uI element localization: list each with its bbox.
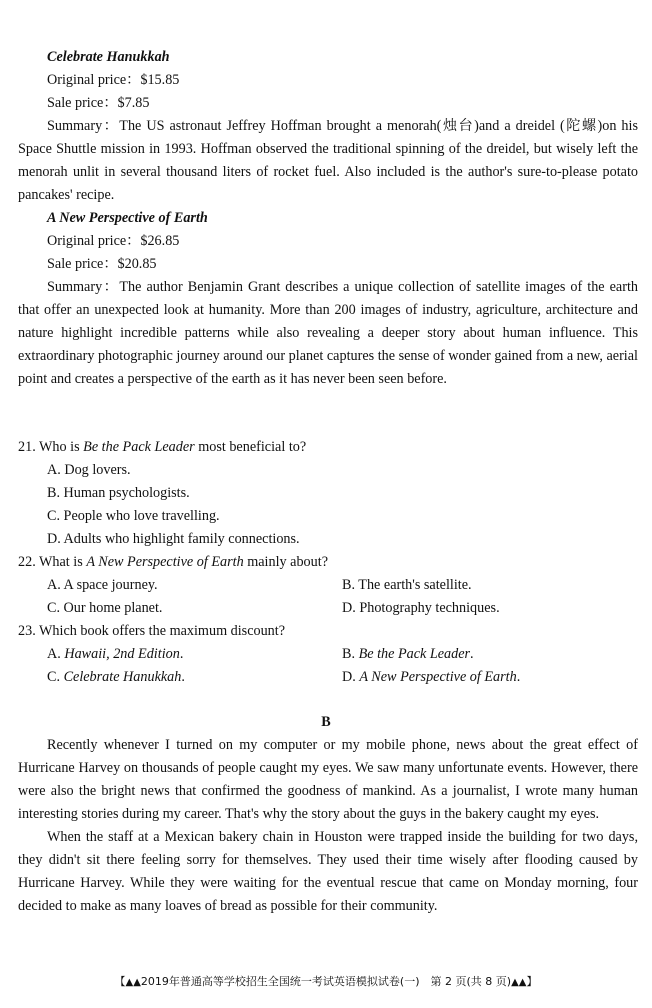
footer-bracket: 】 xyxy=(526,975,538,988)
section-heading: B xyxy=(321,714,331,730)
option-d: D. Adults who highlight family connections. xyxy=(47,531,300,547)
triangle-icon: ▲▲ xyxy=(125,977,141,988)
option-c: C. People who love travelling. xyxy=(47,508,220,524)
question-22 xyxy=(18,551,638,620)
reading-passage-b xyxy=(18,734,638,918)
option-row xyxy=(18,574,638,597)
book-title: Celebrate Hanukkah xyxy=(47,49,170,65)
sale-price: Sale price：$7.85 xyxy=(47,95,150,111)
option-b: B. Be the Pack Leader. xyxy=(342,646,474,662)
question-stem: 23. Which book offers the maximum discount? xyxy=(18,623,286,639)
book-summary: Summary：The author Benjamin Grant describes a unique collection of satellite images of the earth that offer an unexpected look at humanity. More than 200 images of industry, agriculture, architecture and nature highlight incredible patterns while also revealing a deeper story about human influence. This extraordinary photographic journey around our planet captures the sense of wonder gained from a new, aerial point and creates a perspective of the earth as it has never been seen before. xyxy=(18,279,638,387)
book-entry-perspective xyxy=(18,207,638,391)
option-c: C. Our home planet. xyxy=(47,600,163,616)
option-c: C. Celebrate Hanukkah. xyxy=(47,669,185,685)
question-21 xyxy=(18,436,638,551)
original-price: Original price：$26.85 xyxy=(47,233,180,249)
book-title: A New Perspective of Earth xyxy=(47,210,208,226)
sale-price: Sale price：$20.85 xyxy=(47,256,157,272)
option-b: B. The earth's satellite. xyxy=(342,577,472,593)
stem-text: mainly about? xyxy=(243,554,328,570)
book-summary: Summary：The US astronaut Jeffrey Hoffman brought a menorah(烛台)and a dreidel (陀螺)on his Space Shuttle mission in 1993. Hoffman observed the traditional spinning of the dreidel, but wisely left the menorah unlit in several thousand liters of rocket fuel. Also included is the author's sure-to-please potato pancakes' recipe. xyxy=(18,118,638,203)
option-d: D. A New Perspective of Earth. xyxy=(342,669,521,685)
triangle-icon: ▲▲ xyxy=(511,977,527,988)
stem-text: 22. What is xyxy=(18,554,87,570)
option-d: D. Photography techniques. xyxy=(342,600,500,616)
book-entry-hanukkah xyxy=(18,46,638,207)
stem-text: 21. Who is xyxy=(18,439,84,455)
stem-book-title: Be the Pack Leader xyxy=(83,439,195,455)
option-a: A. Dog lovers. xyxy=(47,462,131,478)
question-23 xyxy=(18,620,638,689)
option-a: A. Hawaii, 2nd Edition. xyxy=(47,646,184,662)
question-stem xyxy=(18,436,638,459)
stem-text: most beneficial to? xyxy=(194,439,307,455)
original-price: Original price：$15.85 xyxy=(47,72,180,88)
passage-paragraph: Recently whenever I turned on my computer or my mobile phone, news about the great effect of Hurricane Harvey on thousands of people caught my eyes. We saw many unfortunate events. However, there were also the bright news that confirmed the goodness of mankind. As a journalist, I wrote many human interesting stories during my career. That's why the story about the guys in the bakery caught my eyes. xyxy=(18,737,638,822)
option-b: B. Human psychologists. xyxy=(47,485,190,501)
footer-text: 2019年普通高等学校招生全国统一考试英语模拟试卷(一) 第 2 页(共 8 页) xyxy=(140,975,512,988)
passage-paragraph: When the staff at a Mexican bakery chain in Houston were trapped inside the building for two days, they didn't sit there feeling sorry for themselves. They used their time wisely after flooding caused by Hurricane Harvey. While they were waiting for the eventual rescue that came on Monday morning, four decided to make as many loaves of bread as possible for their community. xyxy=(18,829,638,914)
option-row xyxy=(18,643,638,666)
footer-bracket: 【 xyxy=(114,975,126,988)
question-stem xyxy=(18,551,638,574)
page-footer xyxy=(0,974,652,991)
option-row xyxy=(18,597,638,620)
option-a: A. A space journey. xyxy=(47,577,158,593)
stem-book-title: A New Perspective of Earth xyxy=(86,554,244,570)
option-row xyxy=(18,666,638,689)
